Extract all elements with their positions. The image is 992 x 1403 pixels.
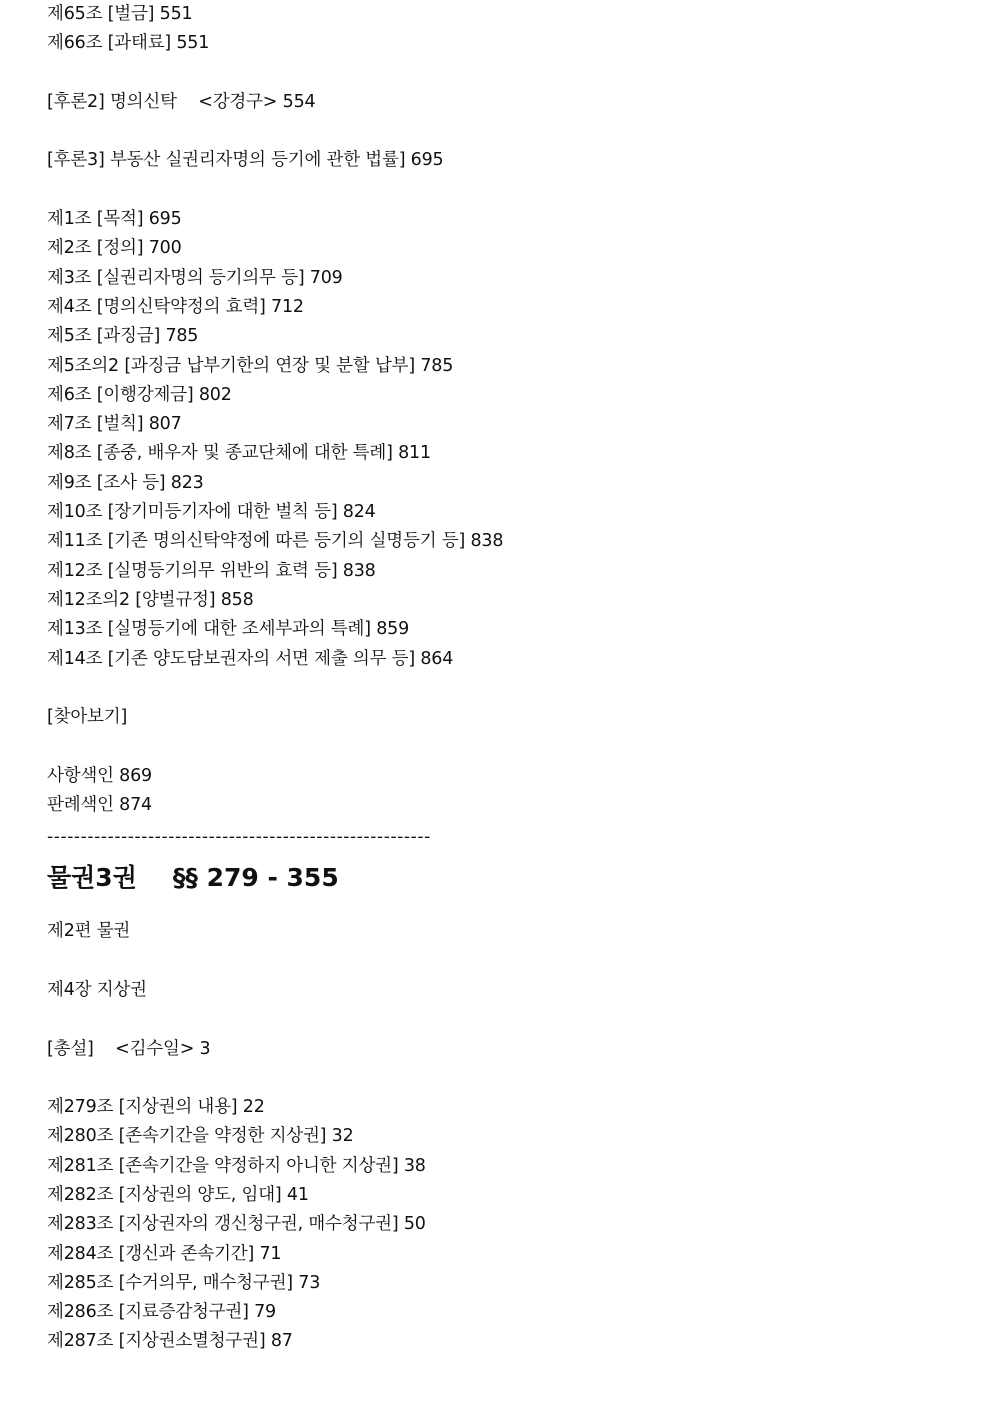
law-entry-12-2: 제12조의2 [양벌규정] 858 bbox=[47, 589, 254, 610]
article-entry-281: 제281조 [존속기간을 약정하지 아니한 지상권] 38 bbox=[47, 1155, 426, 1176]
law-entry-12: 제12조 [실명등기의무 위반의 효력 등] 838 bbox=[47, 560, 376, 581]
article-entry-285: 제285조 [수거의무, 매수청구권] 73 bbox=[47, 1272, 321, 1293]
article-entry-282: 제282조 [지상권의 양도, 임대] 41 bbox=[47, 1184, 309, 1205]
law-entry-3: 제3조 [실권리자명의 등기의무 등] 709 bbox=[47, 267, 343, 288]
article-entry-287: 제287조 [지상권소멸청구권] 87 bbox=[47, 1331, 293, 1352]
law-entry-9: 제9조 [조사 등] 823 bbox=[47, 472, 204, 493]
part-heading: 제2편 물권 bbox=[47, 921, 131, 942]
law-entry-2: 제2조 [정의] 700 bbox=[47, 238, 182, 259]
appendix-3-entry: [후론3] 부동산 실권리자명의 등기에 관한 법률] 695 bbox=[47, 150, 444, 171]
law-entry-14: 제14조 [기존 양도담보권자의 서면 제출 의무 등] 864 bbox=[47, 648, 454, 669]
volume-heading bbox=[47, 861, 947, 895]
article-entry-280: 제280조 [존속기간을 약정한 지상권] 32 bbox=[47, 1126, 354, 1147]
law-entry-7: 제7조 [벌칙] 807 bbox=[47, 414, 182, 435]
law-entry-10: 제10조 [장기미등기자에 대한 벌칙 등] 824 bbox=[47, 502, 376, 523]
law-entry-5-2: 제5조의2 [과징금 납부기한의 연장 및 분할 납부] 785 bbox=[47, 355, 454, 376]
chapter-heading: 제4장 지상권 bbox=[47, 979, 147, 1000]
volume-title: 물권3권 bbox=[47, 863, 137, 893]
law-entry-4: 제4조 [명의신탁약정의 효력] 712 bbox=[47, 296, 304, 317]
toc-entry-art66: 제66조 [과태료] 551 bbox=[47, 33, 210, 54]
intro-entry: [총설] <김수일> 3 bbox=[47, 1038, 211, 1059]
law-entry-11: 제11조 [기존 명의신탁약정에 따른 등기의 실명등기 등] 838 bbox=[47, 531, 504, 552]
index-entry-subject: 사항색인 869 bbox=[47, 765, 152, 786]
law-entry-13: 제13조 [실명등기에 대한 조세부과의 특례] 859 bbox=[47, 619, 410, 640]
law-entry-8: 제8조 [종중, 배우자 및 종교단체에 대한 특례] 811 bbox=[47, 443, 431, 464]
law-entry-1: 제1조 [목적] 695 bbox=[47, 209, 182, 230]
article-entry-279: 제279조 [지상권의 내용] 22 bbox=[47, 1097, 265, 1118]
article-entry-284: 제284조 [갱신과 존속기간] 71 bbox=[47, 1243, 282, 1264]
appendix-2-entry: [후론2] 명의신탁 <강경구> 554 bbox=[47, 91, 316, 112]
section-divider: --------------------------------------------------------- bbox=[47, 827, 431, 848]
article-entry-283: 제283조 [지상권자의 갱신청구권, 매수청구권] 50 bbox=[47, 1214, 426, 1235]
volume-range: §§ 279 - 355 bbox=[172, 863, 339, 893]
toc-page bbox=[47, 0, 947, 1357]
index-entry-case: 판례색인 874 bbox=[47, 795, 152, 816]
law-entry-6: 제6조 [이행강제금] 802 bbox=[47, 384, 232, 405]
index-heading: [찾아보기] bbox=[47, 707, 128, 728]
law-entry-5: 제5조 [과징금] 785 bbox=[47, 326, 199, 347]
article-entry-286: 제286조 [지료증감청구권] 79 bbox=[47, 1302, 276, 1323]
toc-entry-art65: 제65조 [벌금] 551 bbox=[47, 4, 193, 24]
